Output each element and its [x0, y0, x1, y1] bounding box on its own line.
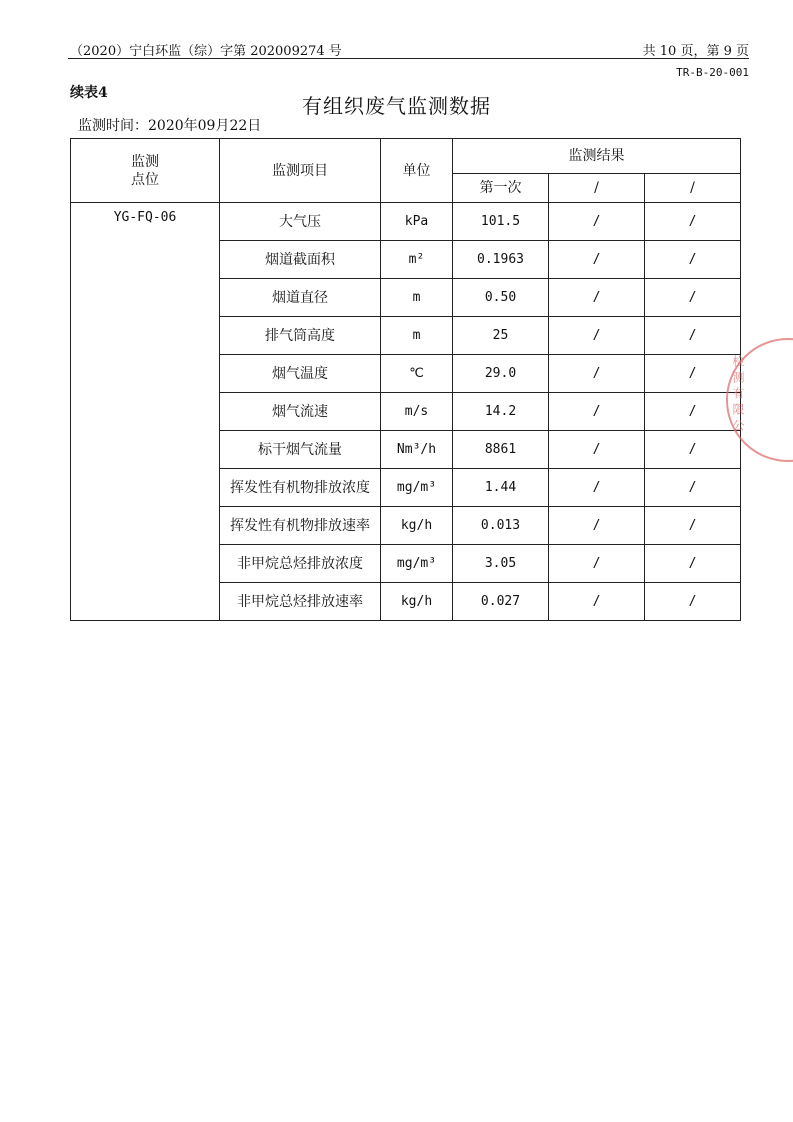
result-third-cell: /: [645, 507, 741, 545]
item-cell: 挥发性有机物排放浓度: [220, 469, 381, 507]
result-second-cell: /: [549, 507, 645, 545]
result-third-cell: /: [645, 279, 741, 317]
header-result: 监测结果: [453, 139, 741, 174]
monitoring-data-table: [70, 138, 741, 621]
unit-cell: Nm³/h: [381, 431, 453, 469]
result-second-cell: /: [549, 241, 645, 279]
unit-cell: m/s: [381, 393, 453, 431]
monitoring-point: YG-FQ-06: [71, 203, 220, 621]
table-header-row: [71, 139, 741, 174]
unit-cell: m: [381, 317, 453, 355]
result-first-cell: 14.2: [453, 393, 549, 431]
result-third-cell: /: [645, 203, 741, 241]
result-third-cell: /: [645, 545, 741, 583]
page-info: 共 10 页，第 9 页: [642, 44, 749, 59]
form-code: TR-B-20-001: [676, 66, 749, 79]
result-second-cell: /: [549, 317, 645, 355]
result-first-cell: 25: [453, 317, 549, 355]
unit-cell: kg/h: [381, 583, 453, 621]
result-first-cell: 8861: [453, 431, 549, 469]
result-third-cell: /: [645, 317, 741, 355]
document-number: （2020）宁白环监（综）字第 202009274 号: [70, 44, 342, 59]
header-second: /: [549, 174, 645, 203]
header-third: /: [645, 174, 741, 203]
result-first-cell: 29.0: [453, 355, 549, 393]
result-first-cell: 101.5: [453, 203, 549, 241]
item-cell: 非甲烷总烃排放速率: [220, 583, 381, 621]
unit-cell: kg/h: [381, 507, 453, 545]
result-second-cell: /: [549, 203, 645, 241]
result-third-cell: /: [645, 583, 741, 621]
result-second-cell: /: [549, 279, 645, 317]
item-cell: 排气筒高度: [220, 317, 381, 355]
result-third-cell: /: [645, 241, 741, 279]
unit-cell: mg/m³: [381, 545, 453, 583]
item-cell: 烟气流速: [220, 393, 381, 431]
result-first-cell: 0.013: [453, 507, 549, 545]
result-second-cell: /: [549, 469, 645, 507]
header-point: [71, 139, 220, 203]
unit-cell: mg/m³: [381, 469, 453, 507]
continuation-label: 续表4: [70, 85, 108, 101]
table-row: [71, 203, 741, 241]
unit-cell: ℃: [381, 355, 453, 393]
item-cell: 非甲烷总烃排放浓度: [220, 545, 381, 583]
item-cell: 烟道直径: [220, 279, 381, 317]
result-third-cell: /: [645, 355, 741, 393]
result-first-cell: 0.1963: [453, 241, 549, 279]
company-seal-text: 检测有限公: [731, 355, 745, 435]
result-first-cell: 1.44: [453, 469, 549, 507]
result-third-cell: /: [645, 393, 741, 431]
result-second-cell: /: [549, 431, 645, 469]
header-point-line1: 监测: [131, 153, 159, 170]
result-first-cell: 0.50: [453, 279, 549, 317]
result-second-cell: /: [549, 355, 645, 393]
result-second-cell: /: [549, 583, 645, 621]
unit-cell: m²: [381, 241, 453, 279]
result-first-cell: 3.05: [453, 545, 549, 583]
monitoring-time: 监测时间：2020年09月22日: [78, 118, 262, 134]
unit-cell: kPa: [381, 203, 453, 241]
header-point-line2: 点位: [131, 171, 159, 188]
page-title: 有组织废气监测数据: [302, 94, 491, 118]
header-first: 第一次: [453, 174, 549, 203]
item-cell: 烟气温度: [220, 355, 381, 393]
item-cell: 标干烟气流量: [220, 431, 381, 469]
item-cell: 挥发性有机物排放速率: [220, 507, 381, 545]
result-second-cell: /: [549, 545, 645, 583]
result-third-cell: /: [645, 431, 741, 469]
result-third-cell: /: [645, 469, 741, 507]
result-first-cell: 0.027: [453, 583, 549, 621]
header-item: 监测项目: [220, 139, 381, 203]
result-second-cell: /: [549, 393, 645, 431]
unit-cell: m: [381, 279, 453, 317]
item-cell: 烟道截面积: [220, 241, 381, 279]
header-unit: 单位: [381, 139, 453, 203]
item-cell: 大气压: [220, 203, 381, 241]
header-rule: [68, 58, 749, 59]
